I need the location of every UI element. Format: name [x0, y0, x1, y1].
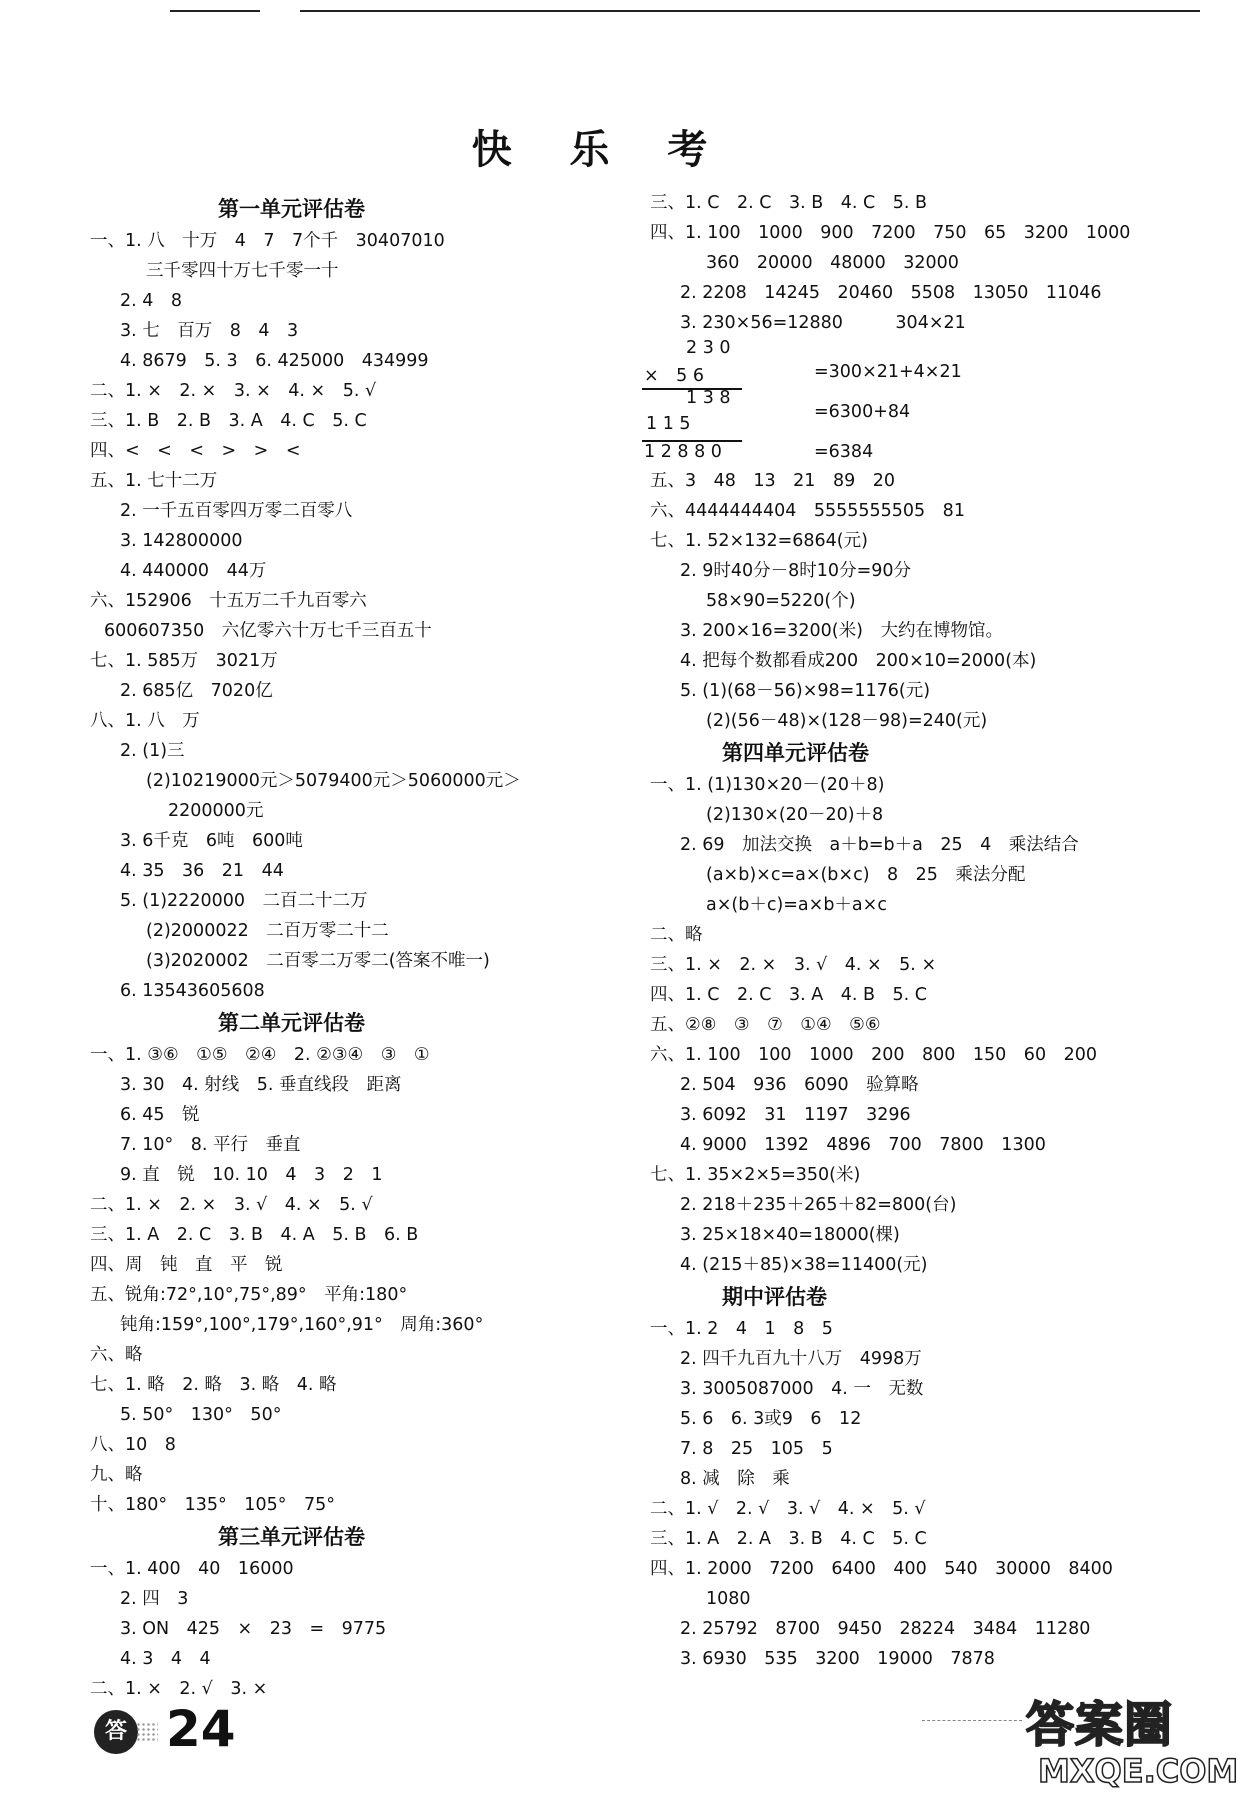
answer-line: 2. 4 8	[120, 291, 183, 311]
answer-line: (2)(56－48)×(128－98)=240(元)	[706, 711, 988, 731]
answer-line: 1080	[706, 1589, 751, 1609]
answer-line: 2. 69 加法交换 a＋b=b＋a 25 4 乘法结合	[680, 835, 1079, 855]
left-column	[90, 192, 590, 1704]
section-heading: 第四单元评估卷	[722, 741, 869, 765]
answer-line: 一、1. 八 十万 4 7 7个千 30407010	[90, 231, 445, 251]
answer-line: (a×b)×c=a×(b×c) 8 25 乘法分配	[706, 865, 1026, 885]
answer-line: 四、< < < > > <	[90, 441, 301, 461]
calc-step-2: =6300+84	[814, 402, 911, 422]
watermark-logo: 答案圈	[1026, 1697, 1174, 1753]
answer-line: 二、1. × 2. √ 3. ×	[90, 1679, 268, 1699]
calc-multiplicand: 2 3 0	[686, 338, 731, 358]
watermark-url: MXQE.COM	[1038, 1752, 1238, 1790]
answer-line: 二、1. √ 2. √ 3. √ 4. × 5. √	[650, 1499, 926, 1519]
answer-line: 六、4444444404 5555555505 81	[650, 501, 965, 521]
answer-line: 58×90=5220(个)	[706, 591, 856, 611]
answer-line: 2. 25792 8700 9450 28224 3484 11280	[680, 1619, 1091, 1639]
answer-line: 6. 45 锐	[120, 1105, 200, 1125]
answer-line: (2)130×(20－20)＋8	[706, 805, 884, 825]
calc-step-3: =6384	[814, 442, 874, 462]
answer-line: 3. 200×16=3200(米) 大约在博物馆。	[680, 621, 1003, 641]
vertical-multiplication	[644, 338, 1170, 466]
answer-line: 3. 七 百万 8 4 3	[120, 321, 299, 341]
answer-line: 2. 9时40分－8时10分=90分	[680, 561, 911, 581]
answer-line: 八、10 8	[90, 1435, 176, 1455]
answer-line: 4. 3 4 4	[120, 1649, 211, 1669]
top-rule-right	[300, 10, 1200, 12]
answer-line: 五、3 48 13 21 89 20	[650, 471, 895, 491]
answer-line: 3. ON 425 × 23 = 9775	[120, 1619, 387, 1639]
answer-line: 三、1. A 2. A 3. B 4. C 5. C	[650, 1529, 927, 1549]
answer-line: 十、180° 135° 105° 75°	[90, 1495, 335, 1515]
answer-line: a×(b＋c)=a×b＋a×c	[706, 895, 887, 915]
answer-line: 3. 30 4. 射线 5. 垂直线段 距离	[120, 1075, 402, 1095]
answer-line: 五、②⑧ ③ ⑦ ①④ ⑤⑥	[650, 1015, 881, 1035]
answer-line: 三千零四十万七千零一十	[146, 261, 339, 281]
dot-pattern	[136, 1722, 158, 1742]
right-top-answers	[650, 188, 1190, 338]
answer-line: 三、1. C 2. C 3. B 4. C 5. B	[650, 193, 927, 213]
answer-line: 五、1. 七十二万	[90, 471, 218, 491]
answer-line: 4. 9000 1392 4896 700 7800 1300	[680, 1135, 1046, 1155]
answer-line: 5. (1)(68－56)×98=1176(元)	[680, 681, 931, 701]
answer-line: 二、1. × 2. × 3. × 4. × 5. √	[90, 381, 377, 401]
answer-line: 一、1. ③⑥ ①⑤ ②④ 2. ②③④ ③ ①	[90, 1045, 430, 1065]
answer-line: 5. (1)2220000 二百二十二万	[120, 891, 368, 911]
answer-line: 3. 6930 535 3200 19000 7878	[680, 1649, 995, 1669]
answer-line: 一、1. (1)130×20－(20＋8)	[650, 775, 885, 795]
answer-line: 4. 8679 5. 3 6. 425000 434999	[120, 351, 429, 371]
answer-line: 3. 230×56=12880 304×21	[680, 313, 966, 333]
answer-line: 3. 3005087000 4. 一 无数	[680, 1379, 924, 1399]
calc-multiplier: × 5 6	[644, 366, 704, 386]
answer-line: 二、略	[650, 925, 703, 945]
page-number: 24	[166, 1700, 236, 1758]
answer-line: (2)2000022 二百万零二十二	[146, 921, 389, 941]
answer-line: 四、1. 100 1000 900 7200 750 65 3200 1000	[650, 223, 1131, 243]
answer-line: 2. 四千九百九十八万 4998万	[680, 1349, 922, 1369]
answer-line: 4. (215＋85)×38=11400(元)	[680, 1255, 928, 1275]
answer-line: 2. 685亿 7020亿	[120, 681, 273, 701]
answer-line: 钝角:159°,100°,179°,160°,91° 周角:360°	[120, 1315, 484, 1335]
section-heading: 第一单元评估卷	[218, 197, 365, 221]
answer-line: 七、1. 585万 3021万	[90, 651, 278, 671]
answer-line: 2. 2208 14245 20460 5508 13050 11046	[680, 283, 1102, 303]
answer-line: 四、1. C 2. C 3. A 4. B 5. C	[650, 985, 927, 1005]
answer-line: 九、略	[90, 1465, 143, 1485]
answer-line: 七、1. 52×132=6864(元)	[650, 531, 868, 551]
answer-line: 2200000元	[168, 801, 264, 821]
answer-line: 600607350 六亿零六十万七千三百五十	[104, 621, 432, 641]
answer-line: 五、锐角:72°,10°,75°,89° 平角:180°	[90, 1285, 408, 1305]
answer-line: 六、略	[90, 1345, 143, 1365]
answer-line: 四、1. 2000 7200 6400 400 540 30000 8400	[650, 1559, 1113, 1579]
answer-line: 六、1. 100 100 1000 200 800 150 60 200	[650, 1045, 1097, 1065]
section-heading: 第三单元评估卷	[218, 1525, 365, 1549]
answer-line: (2)10219000元＞5079400元＞5060000元＞	[146, 771, 521, 791]
answer-line: 2. 一千五百零四万零二百零八	[120, 501, 353, 521]
answer-line: 4. 35 36 21 44	[120, 861, 284, 881]
answer-line: 一、1. 400 40 16000	[90, 1559, 294, 1579]
answer-line: 八、1. 八 万	[90, 711, 200, 731]
answer-line: 三、1. × 2. × 3. √ 4. × 5. ×	[650, 955, 937, 975]
answer-line: 5. 50° 130° 50°	[120, 1405, 282, 1425]
answer-line: 3. 142800000	[120, 531, 243, 551]
answer-line: 3. 6092 31 1197 3296	[680, 1105, 911, 1125]
answer-line: 7. 8 25 105 5	[680, 1439, 833, 1459]
watermark-dashline	[922, 1720, 1022, 1721]
answer-line: 3. 25×18×40=18000(棵)	[680, 1225, 900, 1245]
page-title: 快 乐 考	[471, 126, 730, 173]
answer-line: 9. 直 锐 10. 10 4 3 2 1	[120, 1165, 383, 1185]
answer-line: 8. 减 除 乘	[680, 1469, 790, 1489]
answer-line: 三、1. A 2. C 3. B 4. A 5. B 6. B	[90, 1225, 419, 1245]
calc-partial-2: 1 1 5	[646, 414, 691, 434]
answer-line: 2. 218＋235＋265＋82=800(台)	[680, 1195, 957, 1215]
section-heading: 第二单元评估卷	[218, 1011, 365, 1035]
answer-line: 四、周 钝 直 平 锐	[90, 1255, 283, 1275]
answer-line: 三、1. B 2. B 3. A 4. C 5. C	[90, 411, 367, 431]
calc-partial-1: 1 3 8	[686, 388, 731, 408]
answer-line: 7. 10° 8. 平行 垂直	[120, 1135, 301, 1155]
answer-line: 六、152906 十五万二千九百零六	[90, 591, 367, 611]
answer-line: 一、1. 2 4 1 8 5	[650, 1319, 833, 1339]
calc-step-1: =300×21+4×21	[814, 362, 962, 382]
answer-line: 二、1. × 2. × 3. √ 4. × 5. √	[90, 1195, 373, 1215]
answer-line: 5. 6 6. 3或9 6 12	[680, 1409, 862, 1429]
right-column	[644, 188, 1190, 1674]
section-heading: 期中评估卷	[722, 1285, 827, 1309]
answer-line: 3. 6千克 6吨 600吨	[120, 831, 303, 851]
answer-line: 4. 440000 44万	[120, 561, 267, 581]
answer-line: 2. (1)三	[120, 741, 185, 761]
answer-line: 4. 把每个数都看成200 200×10=2000(本)	[680, 651, 1037, 671]
top-rule-left	[170, 10, 260, 12]
answer-line: 2. 四 3	[120, 1589, 189, 1609]
answer-line: (3)2020002 二百零二万零二(答案不唯一)	[146, 951, 490, 971]
answer-line: 七、1. 35×2×5=350(米)	[650, 1165, 861, 1185]
answer-line: 360 20000 48000 32000	[706, 253, 959, 273]
answer-badge-icon: 答	[94, 1710, 138, 1754]
answer-line: 6. 13543605608	[120, 981, 265, 1001]
calc-product: 1 2 8 8 0	[644, 442, 722, 462]
right-bottom-answers	[650, 466, 1190, 1674]
answer-line: 七、1. 略 2. 略 3. 略 4. 略	[90, 1375, 337, 1395]
answer-line: 2. 504 936 6090 验算略	[680, 1075, 919, 1095]
